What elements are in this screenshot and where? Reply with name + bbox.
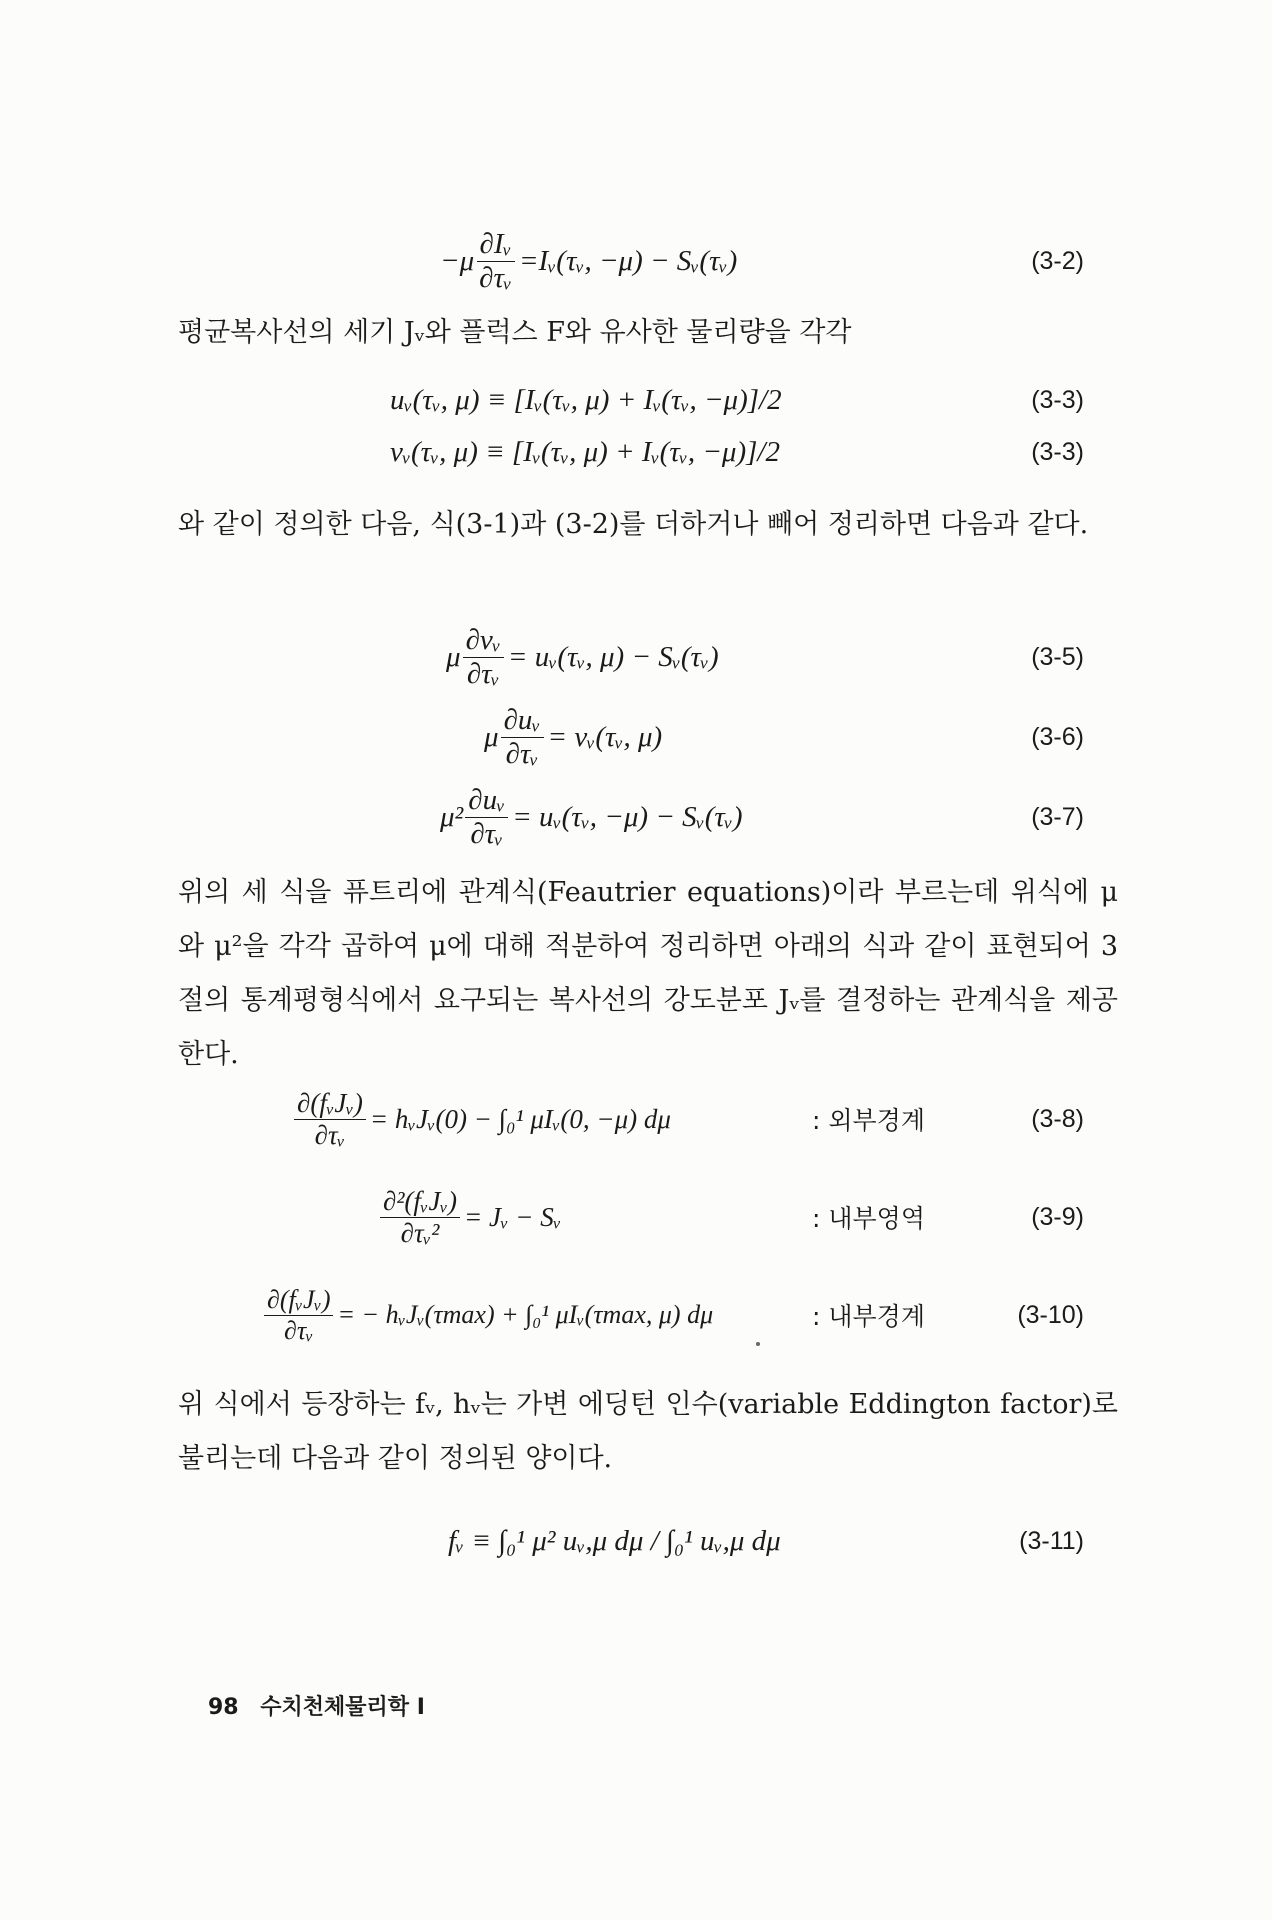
equation-3-5 [0,620,1272,694]
paragraph-2: 와 같이 정의한 다음, 식(3-1)과 (3-2)를 더하거나 빼어 정리하면 다음과 같다. [178,509,1089,540]
paragraph-3: 위의 세 식을 퓨트리에 관계식(Feautrier equations)이라 부르는데 위식에 μ와 μ²을 각각 곱하여 μ에 대해 적분하여 정리하면 아래의 식과 같이 표현되어 3절의 통계평형식에서 요구되는 복사선의 강도분포 Jᵥ를 결정하는 관계식을 제공한다. [178,877,1118,1070]
fraction [465,785,508,849]
equation-rhs: = uᵥ(τᵥ, −μ) − Sᵥ(τᵥ) [512,800,743,833]
fraction-denominator: ∂τᵥ [505,737,539,770]
fraction [380,1187,460,1247]
equation-body [440,780,743,854]
fraction-denominator: ∂τᵥ [479,261,512,294]
fraction [476,229,515,293]
equation-body: fᵥ ≡ ∫₀¹ μ² uᵥ,μ dμ / ∫₀¹ uᵥ,μ dμ [448,1524,781,1557]
fraction-numerator: ∂(fᵥJᵥ) [264,1286,333,1315]
equation-body [292,1082,671,1156]
equation-3-8 [0,1082,1272,1156]
equation-note: : 내부영역 [812,1204,925,1233]
equation-rhs: = Jᵥ − Sᵥ [464,1201,562,1232]
fraction [264,1286,333,1344]
fraction-denominator: ∂τᵥ² [400,1217,440,1248]
equation-3-3-u [0,372,1272,428]
equation-rhs: = vᵥ(τᵥ, μ) [547,720,663,753]
equation-prefix: μ [484,720,499,753]
fraction-numerator: ∂uᵥ [501,705,544,737]
equation-rhs: = − hᵥJᵥ(τmax) + ∫₀¹ μIᵥ(τmax, μ) dμ [337,1300,714,1329]
book-title: 수치천체물리학 I [260,1695,425,1720]
paragraph-1: 평균복사선의 세기 Jᵥ와 플럭스 F와 유사한 물리량을 각각 [178,317,852,348]
fraction-numerator: ∂Iᵥ [477,229,515,261]
equation-body [262,1278,713,1352]
equation-3-9 [0,1180,1272,1254]
equation-note: : 외부경계 [812,1106,925,1135]
fraction [294,1089,366,1149]
equation-number: (3-6) [1031,722,1084,751]
equation-number: (3-7) [1031,802,1084,831]
equation-number: (3-8) [1031,1104,1084,1133]
fraction [463,625,504,689]
fraction-denominator: ∂τᵥ [470,817,504,850]
page-footer [208,1690,439,1721]
equation-rhs: = hᵥJᵥ(0) − ∫₀¹ μIᵥ(0, −μ) dμ [369,1103,671,1134]
equation-body [440,224,737,298]
equation-number: (3-3) [1031,385,1084,414]
equation-body [484,700,662,774]
equation-3-11 [0,1504,1272,1578]
equation-note: : 내부경계 [812,1302,925,1331]
equation-number: (3-2) [1031,246,1084,275]
equation-rhs: = uᵥ(τᵥ, μ) − Sᵥ(τᵥ) [507,640,719,673]
equation-rhs: =Iᵥ(τᵥ, −μ) − Sᵥ(τᵥ) [518,244,738,277]
equation-3-2 [0,224,1272,298]
equation-body [446,620,719,694]
fraction-numerator: ∂vᵥ [463,625,504,657]
equation-prefix: μ [446,640,461,673]
equation-body [378,1180,561,1254]
paragraph-4: 위 식에서 등장하는 fᵥ, hᵥ는 가변 에딩턴 인수(variable Eddington factor)로 불리는데 다음과 같이 정의된 양이다. [178,1389,1118,1474]
equation-number: (3-3) [1031,437,1084,466]
page-number: 98 [208,1695,239,1720]
equation-3-7 [0,780,1272,854]
equation-body: vᵥ(τᵥ, μ) ≡ [Iᵥ(τᵥ, μ) + Iᵥ(τᵥ, −μ)]/2 [390,435,780,468]
fraction-denominator: ∂τᵥ [284,1315,314,1345]
fraction-numerator: ∂(fᵥJᵥ) [294,1089,366,1119]
equation-body: uᵥ(τᵥ, μ) ≡ [Iᵥ(τᵥ, μ) + Iᵥ(τᵥ, −μ)]/2 [390,383,782,416]
print-speck [756,1342,760,1346]
equation-number: (3-5) [1031,642,1084,671]
equation-number: (3-10) [1017,1300,1084,1329]
fraction [501,705,544,769]
equation-number: (3-11) [1019,1526,1084,1555]
equation-number: (3-9) [1031,1202,1084,1231]
equation-prefix: μ² [440,800,464,833]
fraction-denominator: ∂τᵥ [314,1119,346,1150]
equation-3-6 [0,700,1272,774]
equation-3-3-v [0,424,1272,480]
equation-prefix: −μ [440,244,475,277]
fraction-numerator: ∂²(fᵥJᵥ) [380,1187,460,1217]
fraction-denominator: ∂τᵥ [466,657,500,690]
fraction-numerator: ∂uᵥ [465,785,508,817]
equation-3-10 [0,1278,1272,1352]
